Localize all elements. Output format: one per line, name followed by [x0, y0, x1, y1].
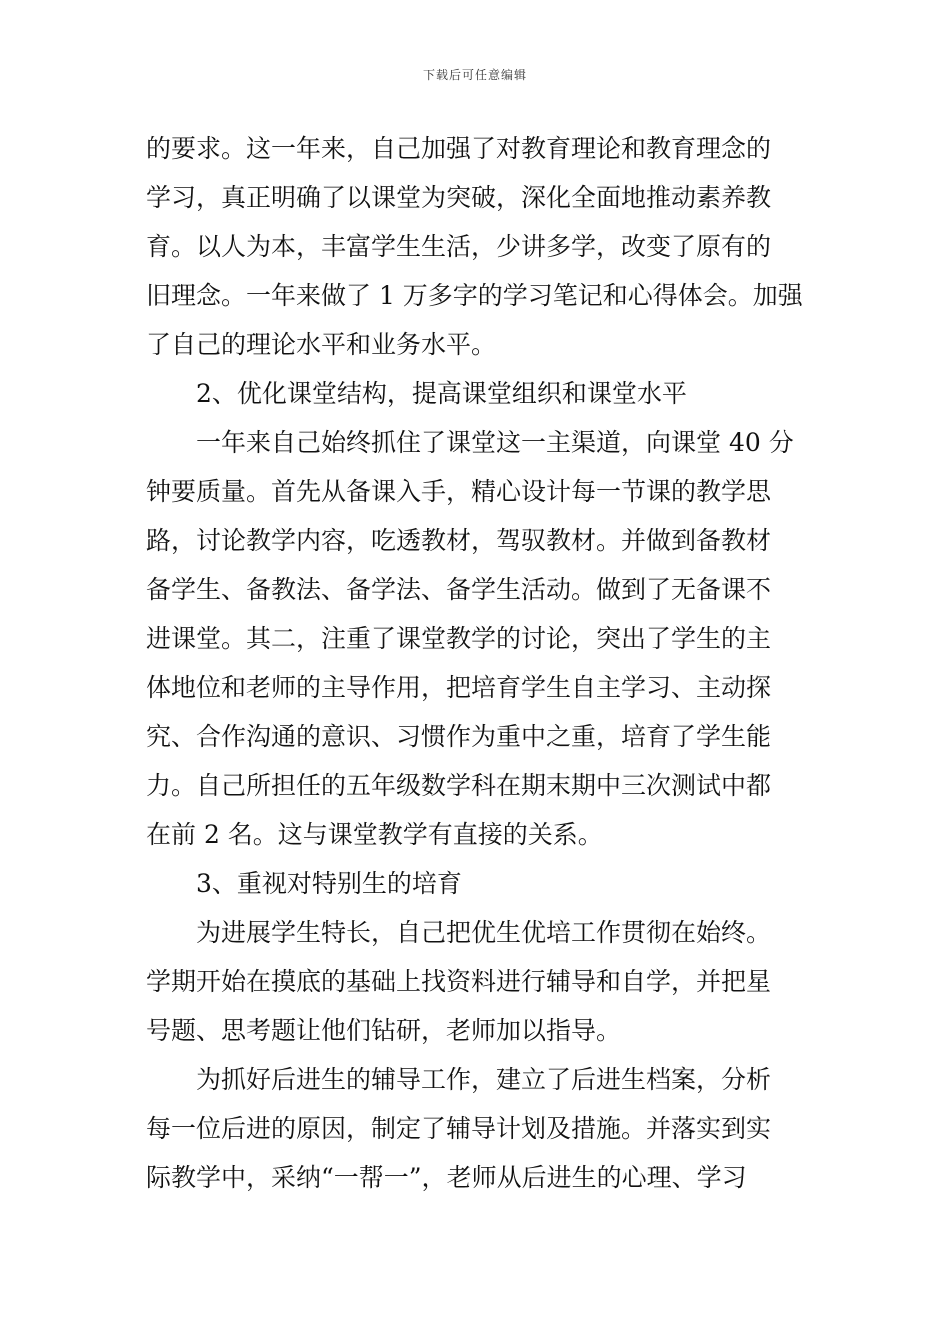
body-line: 钟要质量。首先从备课入手，精心设计每一节课的教学思	[146, 477, 772, 506]
body-line: 学习，真正明确了以课堂为突破，深化全面地推动素养教	[146, 183, 772, 212]
body-line: 一年来自己始终抓住了课堂这一主渠道，向课堂 40 分	[196, 428, 794, 457]
body-line: 为进展学生特长，自己把优生优培工作贯彻在始终。	[196, 918, 772, 947]
page-header: 下载后可任意编辑	[422, 68, 527, 82]
body-line: 了自己的理论水平和业务水平。	[146, 330, 497, 359]
body-line: 的要求。这一年来，自己加强了对教育理论和教育理念的	[146, 134, 772, 163]
body-line: 育。以人为本，丰富学生生活，少讲多学，改变了原有的	[146, 232, 772, 261]
body-line: 究、合作沟通的意识、习惯作为重中之重，培育了学生能	[146, 722, 772, 751]
body-line: 进课堂。其二，注重了课堂教学的讨论，突出了学生的主	[146, 624, 772, 653]
body-line: 际教学中，采纳“一帮一”，老师从后进生的心理、学习	[146, 1163, 747, 1192]
body-line: 学期开始在摸底的基础上找资料进行辅导和自学，并把星	[146, 967, 772, 996]
body-line: 每一位后进的原因，制定了辅导计划及措施。并落实到实	[146, 1114, 772, 1143]
body-line: 在前 2 名。这与课堂教学有直接的关系。	[146, 820, 603, 849]
body-line: 为抓好后进生的辅导工作，建立了后进生档案，分析	[196, 1065, 772, 1094]
body-line: 旧理念。一年来做了 1 万多字的学习笔记和心得体会。加强	[146, 281, 803, 310]
section-heading: 3、重视对特别生的培育	[196, 869, 462, 898]
document-body	[146, 124, 806, 1202]
section-heading: 2、优化课堂结构，提高课堂组织和课堂水平	[196, 379, 687, 408]
body-line: 备学生、备教法、备学法、备学生活动。做到了无备课不	[146, 575, 772, 604]
body-line: 号题、思考题让他们钻研，老师加以指导。	[146, 1016, 622, 1045]
body-line: 力。自己所担任的五年级数学科在期末期中三次测试中都	[146, 771, 772, 800]
body-line: 体地位和老师的主导作用，把培育学生自主学习、主动探	[146, 673, 772, 702]
body-line: 路，讨论教学内容，吃透教材，驾驭教材。并做到备教材	[146, 526, 772, 555]
